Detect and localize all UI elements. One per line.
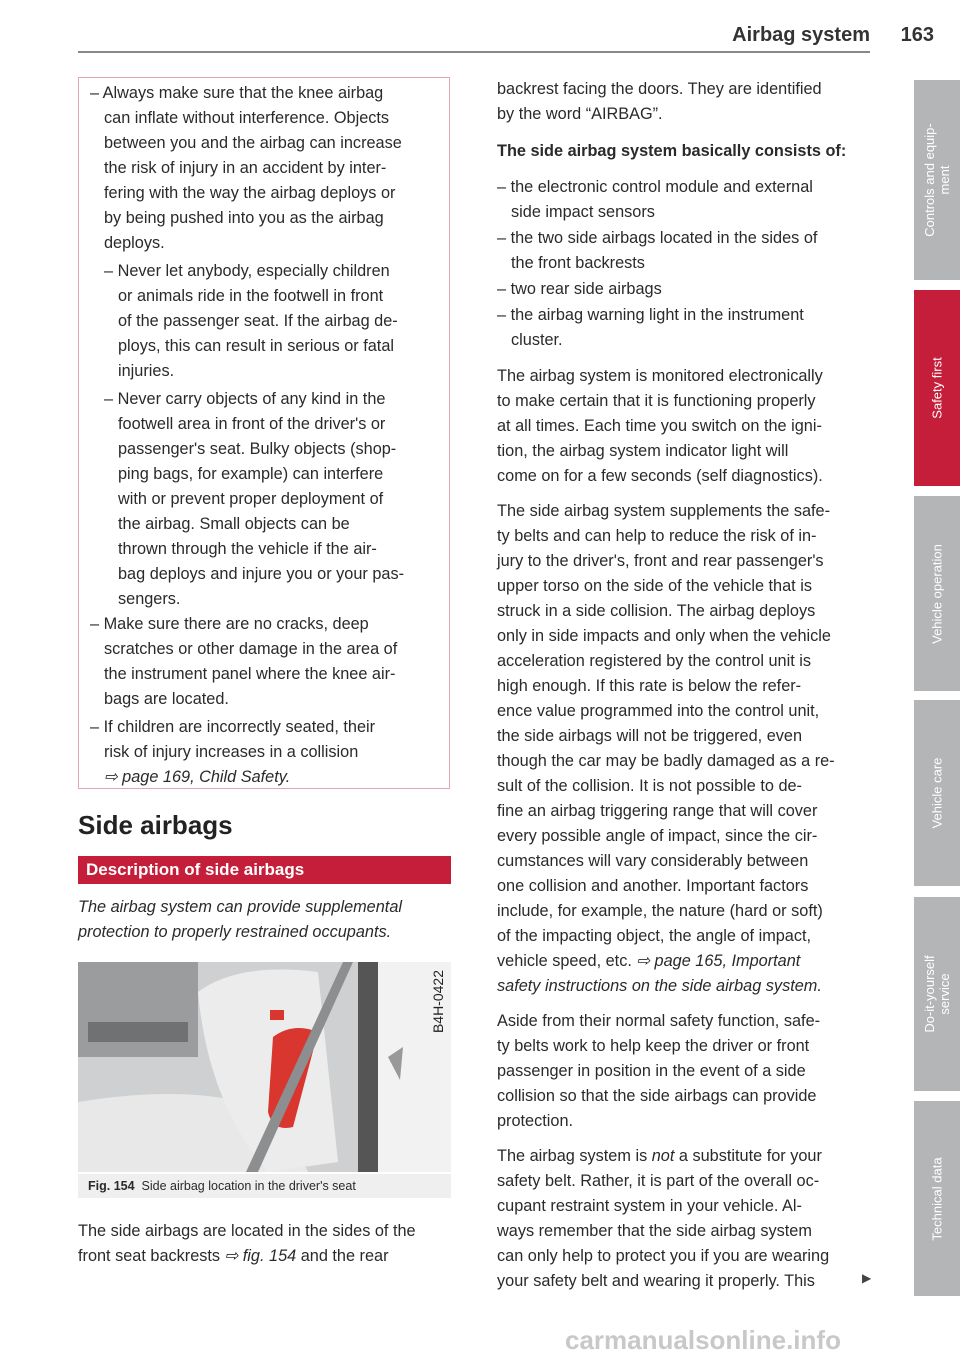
section-title: Side airbags xyxy=(78,810,233,840)
text-line: bags are located. xyxy=(104,690,229,708)
text-segment: front seat backrests xyxy=(78,1247,225,1265)
text-line: at all times. Each time you switch on the igni- xyxy=(497,417,822,435)
text-line: one collision and another. Important factors xyxy=(497,877,809,895)
text-line: The airbag system can provide supplemental xyxy=(78,898,402,916)
text-line: can inflate without interference. Objects xyxy=(104,109,390,127)
chapter-tab-label: Vehicle care xyxy=(929,757,945,829)
chapter-title: Airbag system xyxy=(732,24,870,46)
text-line: though the car may be badly damaged as a re- xyxy=(497,752,835,770)
text-line: of the impacting object, the angle of impact, xyxy=(497,927,812,945)
list-item xyxy=(497,226,817,276)
text-segment: The airbag system is xyxy=(497,1147,652,1165)
text-line: fine an airbag triggering range that will cover xyxy=(497,802,818,820)
text-line: the side airbags will not be triggered, even xyxy=(497,727,803,745)
text-line: side impact sensors xyxy=(511,203,655,221)
text-line: can only help to protect you if you are wearing xyxy=(497,1247,830,1265)
figure-reference-link[interactable]: ⇨ fig. 154 xyxy=(224,1247,297,1265)
text-line xyxy=(78,1244,416,1269)
emphasis: not xyxy=(651,1147,675,1165)
text-line: deploys. xyxy=(104,234,165,252)
text-line: – the airbag warning light in the instrument xyxy=(497,306,804,324)
text-line: safety belt. Rather, it is part of the overall oc- xyxy=(497,1172,820,1190)
chapter-tab[interactable] xyxy=(914,290,960,486)
text-line: ence value programmed into the control unit, xyxy=(497,702,820,720)
text-line: ping bags, for example) can interfere xyxy=(118,465,384,483)
paragraph xyxy=(497,364,823,489)
text-line xyxy=(497,949,835,974)
text-line: acceleration registered by the control unit is xyxy=(497,652,812,670)
text-line: – Make sure there are no cracks, deep xyxy=(90,615,369,633)
text-line xyxy=(497,1144,829,1169)
text-line: of the passenger seat. If the airbag de- xyxy=(118,312,398,330)
text-line: The airbag system is monitored electronically xyxy=(497,367,823,385)
text-line: to make certain that it is functioning properly xyxy=(497,392,816,410)
text-line: sult of the collision. It is not possible to de- xyxy=(497,777,802,795)
text-line: ploys, this can result in serious or fatal xyxy=(118,337,395,355)
paragraph xyxy=(497,139,846,164)
text-line: safety instructions on the side airbag system. xyxy=(497,977,822,995)
chapter-tab[interactable] xyxy=(914,80,960,280)
text-line: the airbag. Small objects can be xyxy=(118,515,350,533)
text-segment: and the rear xyxy=(296,1247,389,1265)
figure-caption xyxy=(78,1174,451,1198)
warning-text xyxy=(90,81,404,790)
list-heading: The side airbag system basically consists of: xyxy=(497,142,847,160)
text-line: your safety belt and wearing it properly. This xyxy=(497,1272,815,1290)
watermark: carmanualsonline.info xyxy=(565,1325,841,1355)
continue-arrow-icon: ▶ xyxy=(862,1271,872,1285)
chapter-tab[interactable] xyxy=(914,1101,960,1296)
text-line: fering with the way the airbag deploys or xyxy=(104,184,396,202)
text-line: upper torso on the side of the vehicle that is xyxy=(497,577,812,595)
text-line: ty belts work to help keep the driver or front xyxy=(497,1037,810,1055)
text-line: by being pushed into you as the airbag xyxy=(104,209,384,227)
text-line: the risk of injury in an accident by inter- xyxy=(104,159,387,177)
text-line: with or prevent proper deployment of xyxy=(118,490,384,508)
subsection-title: Description of side airbags xyxy=(78,856,451,884)
text-line: injuries. xyxy=(118,362,175,380)
text-line: or animals ride in the footwell in front xyxy=(118,287,384,305)
page-reference-link[interactable]: ⇨ page 165, Important xyxy=(636,952,801,970)
text-line: The side airbags are located in the sides of the xyxy=(78,1222,416,1240)
text-line: – If children are incorrectly seated, their xyxy=(90,718,376,736)
text-segment: a substitute for your xyxy=(674,1147,822,1165)
text-line: include, for example, the nature (hard or soft) xyxy=(497,902,823,920)
header-divider xyxy=(78,51,870,53)
text-line: sengers. xyxy=(118,590,181,608)
text-segment: vehicle speed, etc. xyxy=(497,952,637,970)
text-line: – two rear side airbags xyxy=(497,280,662,298)
chapter-tab[interactable] xyxy=(914,700,960,886)
text-line: only in side impacts and only when the vehicle xyxy=(497,627,831,645)
figure-code: B4H-0422 xyxy=(430,970,446,1034)
figure-label: Fig. 154 xyxy=(88,1179,135,1193)
text-line: come on for a few seconds (self diagnostics). xyxy=(497,467,823,485)
text-line: passenger's seat. Bulky objects (shop- xyxy=(118,440,397,458)
chapter-tab[interactable] xyxy=(914,496,960,691)
list-item xyxy=(497,277,662,302)
text-line: tion, the airbag system indicator light will xyxy=(497,442,789,460)
text-line: cupant restraint system in your vehicle. Al- xyxy=(497,1197,802,1215)
text-line: – Always make sure that the knee airbag xyxy=(90,84,384,102)
text-line: backrest facing the doors. They are identified xyxy=(497,80,822,98)
chapter-tab-label: Safety first xyxy=(929,357,945,419)
text-line: cluster. xyxy=(511,331,563,349)
figure-side-airbag xyxy=(78,962,451,1172)
text-line: every possible angle of impact, since the cir- xyxy=(497,827,818,845)
paragraph xyxy=(497,1009,820,1134)
text-line: high enough. If this rate is below the refer- xyxy=(497,677,802,695)
chapter-tab-label: Vehicle operation xyxy=(929,543,945,644)
text-line: struck in a side collision. The airbag deploys xyxy=(497,602,816,620)
text-line: ty belts and can help to reduce the risk of in- xyxy=(497,527,817,545)
paragraph xyxy=(497,77,822,127)
text-line: collision so that the side airbags can provide xyxy=(497,1087,817,1105)
text-line: protection. xyxy=(497,1112,574,1130)
text-line: passenger in position in the event of a side xyxy=(497,1062,806,1080)
left-body-text xyxy=(78,1219,416,1269)
text-line: – Never carry objects of any kind in the xyxy=(104,390,386,408)
paragraph xyxy=(497,1144,829,1294)
text-line: the instrument panel where the knee air- xyxy=(104,665,396,683)
text-line: jury to the driver's, front and rear passenger's xyxy=(497,552,824,570)
figure-caption-text: Side airbag location in the driver's seat xyxy=(141,1179,356,1193)
text-line: by the word “AIRBAG”. xyxy=(497,105,663,123)
text-line: thrown through the vehicle if the air- xyxy=(118,540,377,558)
text-line: ways remember that the side airbag system xyxy=(497,1222,812,1240)
intro-text xyxy=(78,895,402,945)
text-line: between you and the airbag can increase xyxy=(104,134,402,152)
text-line: – the two side airbags located in the sides of xyxy=(497,229,818,247)
page-reference-link[interactable]: ⇨ page 169, Child Safety. xyxy=(104,768,291,786)
text-line: Aside from their normal safety function, safe- xyxy=(497,1012,821,1030)
text-line: bag deploys and injure you or your pas- xyxy=(118,565,405,583)
text-line: footwell area in front of the driver's or xyxy=(118,415,386,433)
list-item xyxy=(497,175,813,225)
chapter-tab-label: Do-it-yourself service xyxy=(922,955,952,1033)
chapter-tab-label: Technical data xyxy=(929,1156,945,1241)
list-item xyxy=(497,303,804,353)
text-line: – the electronic control module and external xyxy=(497,178,813,196)
page-number: 163 xyxy=(900,24,934,46)
text-line: protection to properly restrained occupants. xyxy=(78,923,392,941)
chapter-tab[interactable] xyxy=(914,897,960,1091)
text-line: scratches or other damage in the area of xyxy=(104,640,398,658)
text-line: – Never let anybody, especially children xyxy=(104,262,390,280)
chapter-tab-label: Controls and equip- ment xyxy=(922,123,952,237)
text-line: The side airbag system supplements the safe- xyxy=(497,502,831,520)
paragraph xyxy=(497,499,835,999)
text-line: risk of injury increases in a collision xyxy=(104,743,359,761)
text-line: cumstances will vary considerably between xyxy=(497,852,809,870)
seat-illustration xyxy=(78,962,451,1172)
text-line: the front backrests xyxy=(511,254,645,272)
